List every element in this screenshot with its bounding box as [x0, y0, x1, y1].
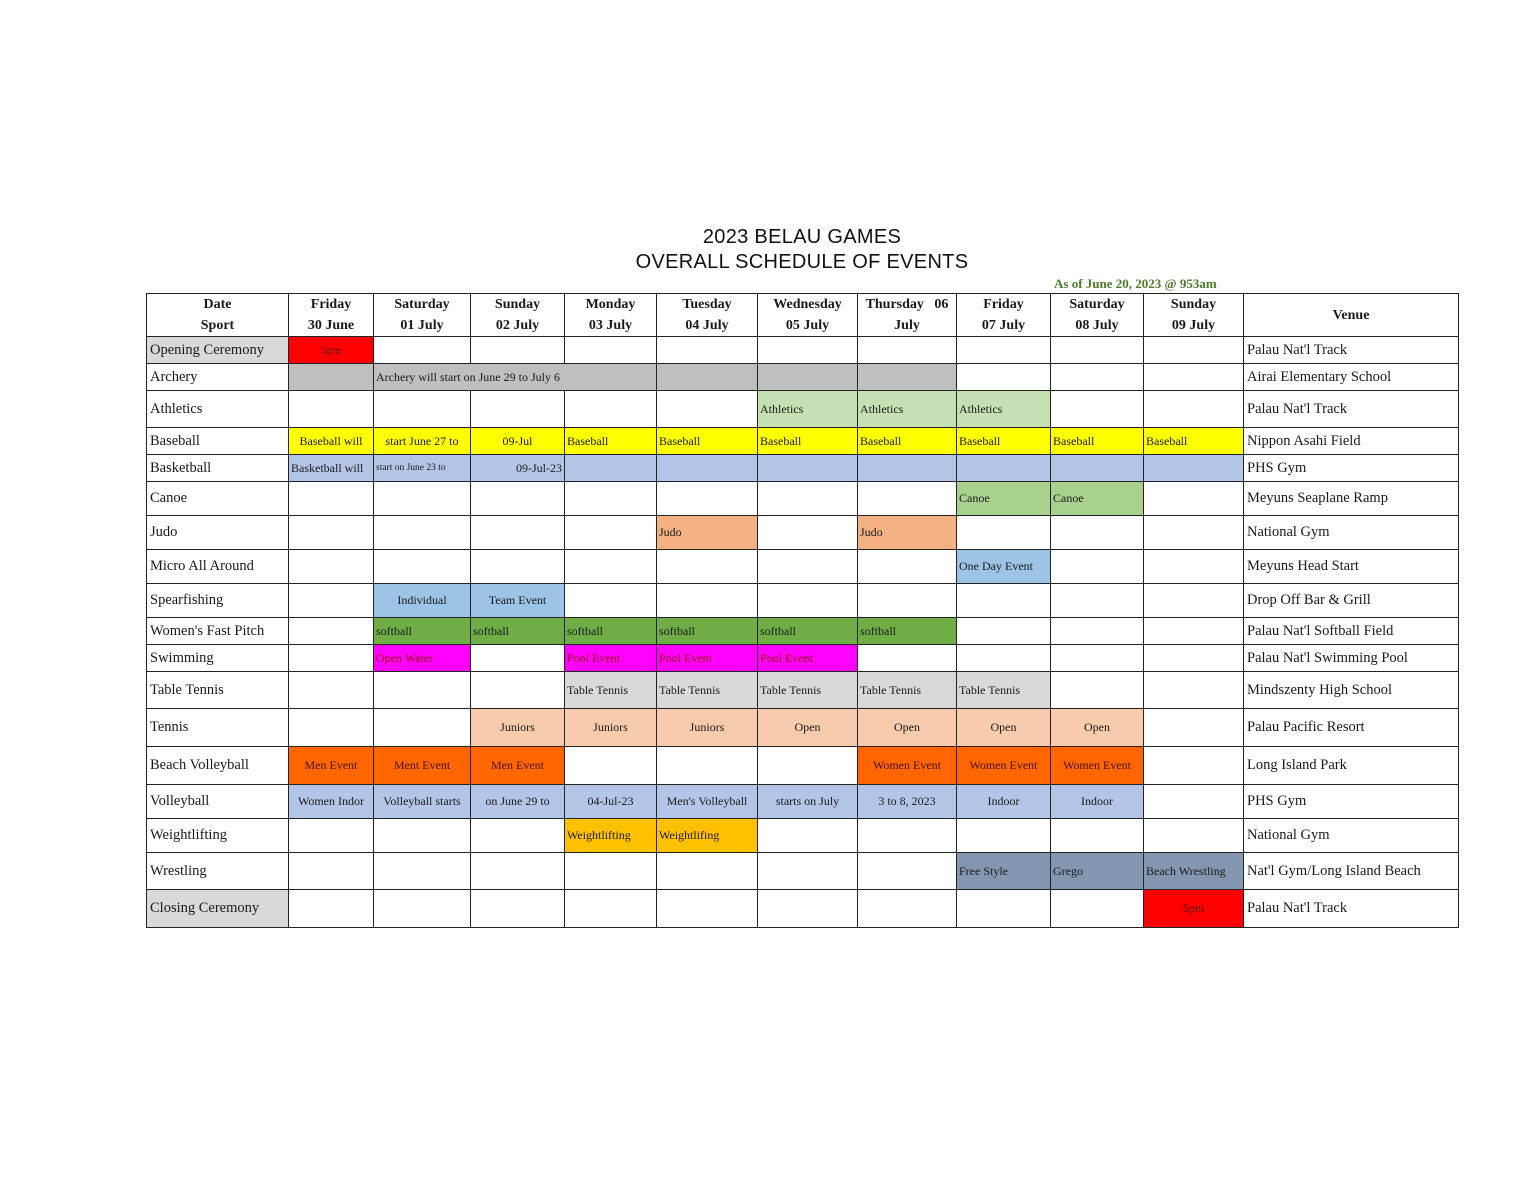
event-cell [565, 747, 657, 785]
event-cell [471, 645, 565, 672]
event-cell: starts on July [758, 785, 858, 819]
event-cell [858, 337, 957, 364]
event-cell: Athletics [758, 391, 858, 428]
event-cell [758, 364, 858, 391]
venue-name: Drop Off Bar & Grill [1244, 584, 1459, 618]
table-row [147, 890, 1459, 928]
event-cell: Juniors [565, 709, 657, 747]
venue-name: Palau Nat'l Track [1244, 890, 1459, 928]
header-day: Thursday 06 July [858, 294, 957, 337]
event-cell: Table Tennis [858, 672, 957, 709]
event-cell [1051, 584, 1144, 618]
venue-name: Long Island Park [1244, 747, 1459, 785]
event-cell [1144, 819, 1244, 853]
venue-name: Meyuns Head Start [1244, 550, 1459, 584]
event-cell [1051, 645, 1144, 672]
event-cell: Men's Volleyball [657, 785, 758, 819]
event-cell: Women Event [1051, 747, 1144, 785]
event-cell: Free Style [957, 853, 1051, 890]
event-cell: Individual [374, 584, 471, 618]
event-cell [657, 550, 758, 584]
event-cell [1051, 550, 1144, 584]
event-cell: Judo [858, 516, 957, 550]
event-cell [565, 455, 657, 482]
event-cell: softball [565, 618, 657, 645]
sport-name: Beach Volleyball [147, 747, 289, 785]
table-row [147, 819, 1459, 853]
event-cell [471, 482, 565, 516]
event-cell [471, 516, 565, 550]
event-cell [657, 853, 758, 890]
event-cell: start June 27 to [374, 428, 471, 455]
event-cell: 3 to 8, 2023 [858, 785, 957, 819]
event-cell: Ment Event [374, 747, 471, 785]
event-cell: Team Event [471, 584, 565, 618]
event-cell: Beach Wrestling [1144, 853, 1244, 890]
table-row [147, 337, 1459, 364]
header-row [147, 294, 1459, 337]
event-cell [565, 584, 657, 618]
event-cell [374, 550, 471, 584]
event-cell: Baseball [657, 428, 758, 455]
event-cell [657, 890, 758, 928]
sport-name: Archery [147, 364, 289, 391]
event-cell [289, 819, 374, 853]
event-cell [758, 747, 858, 785]
event-cell [289, 709, 374, 747]
event-cell [1144, 482, 1244, 516]
event-cell [657, 364, 758, 391]
event-cell: Baseball [957, 428, 1051, 455]
event-cell: Baseball will [289, 428, 374, 455]
event-cell: Baseball [758, 428, 858, 455]
event-cell [471, 819, 565, 853]
event-cell: softball [858, 618, 957, 645]
event-cell: Men Event [289, 747, 374, 785]
venue-name: PHS Gym [1244, 785, 1459, 819]
event-cell [374, 337, 471, 364]
event-cell [374, 853, 471, 890]
event-cell: Open [957, 709, 1051, 747]
sport-name: Athletics [147, 391, 289, 428]
header-day: Friday 30 June [289, 294, 374, 337]
event-cell [374, 482, 471, 516]
event-cell: softball [657, 618, 758, 645]
header-day: Saturday 08 July [1051, 294, 1144, 337]
event-cell [289, 890, 374, 928]
event-cell [858, 645, 957, 672]
page-subtitle: OVERALL SCHEDULE OF EVENTS [635, 251, 969, 273]
event-cell [565, 482, 657, 516]
event-cell [858, 364, 957, 391]
event-cell [289, 645, 374, 672]
sport-name: Baseball [147, 428, 289, 455]
event-cell [1144, 672, 1244, 709]
sport-name: Opening Ceremony [147, 337, 289, 364]
event-cell [758, 584, 858, 618]
event-cell: Table Tennis [565, 672, 657, 709]
sport-name: Micro All Around [147, 550, 289, 584]
event-cell [957, 584, 1051, 618]
venue-name: National Gym [1244, 819, 1459, 853]
page-title: 2023 BELAU GAMES [702, 226, 902, 248]
event-cell [758, 455, 858, 482]
event-cell: Women Indor [289, 785, 374, 819]
event-cell: Juniors [657, 709, 758, 747]
event-cell [957, 645, 1051, 672]
sport-name: Weightlifting [147, 819, 289, 853]
event-cell [957, 618, 1051, 645]
venue-name: Mindszenty High School [1244, 672, 1459, 709]
event-cell: Indoor [1051, 785, 1144, 819]
event-cell: Women Event [957, 747, 1051, 785]
event-cell [289, 391, 374, 428]
header-day: Sunday 09 July [1144, 294, 1244, 337]
sport-name: Spearfishing [147, 584, 289, 618]
sport-name: Basketball [147, 455, 289, 482]
event-cell [1051, 672, 1144, 709]
event-cell: Athletics [957, 391, 1051, 428]
venue-name: PHS Gym [1244, 455, 1459, 482]
event-cell [1144, 584, 1244, 618]
table-row [147, 364, 1459, 391]
event-cell [1144, 618, 1244, 645]
event-cell: Open [858, 709, 957, 747]
event-cell [1051, 819, 1144, 853]
event-cell [471, 550, 565, 584]
event-cell [957, 455, 1051, 482]
event-cell: start on June 23 to [374, 455, 471, 482]
event-cell: softball [758, 618, 858, 645]
venue-name: National Gym [1244, 516, 1459, 550]
event-cell [858, 819, 957, 853]
event-cell [374, 709, 471, 747]
event-cell: Baseball [565, 428, 657, 455]
venue-name: Airai Elementary School [1244, 364, 1459, 391]
event-cell [1144, 645, 1244, 672]
event-cell [289, 482, 374, 516]
sport-name: Wrestling [147, 853, 289, 890]
event-cell: Judo [657, 516, 758, 550]
event-cell: 5pm [289, 337, 374, 364]
event-cell: Weightlifing [657, 819, 758, 853]
event-cell: Table Tennis [657, 672, 758, 709]
event-cell [657, 337, 758, 364]
event-cell [1051, 455, 1144, 482]
event-cell: Open [758, 709, 858, 747]
table-row [147, 455, 1459, 482]
event-cell [289, 618, 374, 645]
event-cell: Canoe [957, 482, 1051, 516]
event-cell [758, 853, 858, 890]
table-row [147, 516, 1459, 550]
sport-name: Judo [147, 516, 289, 550]
header-venue: Venue [1244, 294, 1459, 337]
venue-name: Nippon Asahi Field [1244, 428, 1459, 455]
event-cell: Juniors [471, 709, 565, 747]
header-day: Tuesday 04 July [657, 294, 758, 337]
venue-name: Palau Nat'l Track [1244, 337, 1459, 364]
event-cell: Table Tennis [957, 672, 1051, 709]
event-cell: Grego [1051, 853, 1144, 890]
event-cell [758, 819, 858, 853]
table-row [147, 747, 1459, 785]
event-cell: Weightlifting [565, 819, 657, 853]
event-cell [657, 482, 758, 516]
event-cell [657, 747, 758, 785]
event-cell [471, 853, 565, 890]
event-cell: Open Water [374, 645, 471, 672]
event-cell [471, 337, 565, 364]
event-cell [565, 550, 657, 584]
event-cell: Canoe [1051, 482, 1144, 516]
event-cell [1144, 516, 1244, 550]
event-cell [1144, 364, 1244, 391]
table-row [147, 672, 1459, 709]
header-day: Friday 07 July [957, 294, 1051, 337]
event-cell [289, 364, 374, 391]
sport-name: Volleyball [147, 785, 289, 819]
event-cell [758, 890, 858, 928]
event-cell [289, 853, 374, 890]
event-cell [1144, 455, 1244, 482]
event-cell [1051, 516, 1144, 550]
as-of-date: As of June 20, 2023 @ 953am [1054, 276, 1217, 291]
event-cell [565, 337, 657, 364]
event-cell [657, 584, 758, 618]
event-cell: Basketball will [289, 455, 374, 482]
event-cell [858, 890, 957, 928]
event-cell [374, 890, 471, 928]
event-cell [858, 455, 957, 482]
event-cell [957, 819, 1051, 853]
table-row [147, 853, 1459, 890]
sport-name: Table Tennis [147, 672, 289, 709]
event-cell [1144, 709, 1244, 747]
table-row [147, 785, 1459, 819]
venue-name: Palau Pacific Resort [1244, 709, 1459, 747]
event-cell [858, 853, 957, 890]
event-cell [1051, 391, 1144, 428]
event-cell [957, 337, 1051, 364]
event-cell: Pool Event [565, 645, 657, 672]
event-cell: Pool Event [758, 645, 858, 672]
event-cell [471, 890, 565, 928]
event-cell [565, 853, 657, 890]
schedule-table [146, 293, 1459, 928]
event-cell [858, 550, 957, 584]
event-cell [957, 890, 1051, 928]
event-cell: Table Tennis [758, 672, 858, 709]
event-cell [471, 391, 565, 428]
event-cell: Baseball [858, 428, 957, 455]
event-cell [758, 337, 858, 364]
event-cell [1144, 785, 1244, 819]
venue-name: Palau Nat'l Track [1244, 391, 1459, 428]
table-row [147, 391, 1459, 428]
table-row [147, 482, 1459, 516]
event-cell: on June 29 to [471, 785, 565, 819]
event-cell [1144, 337, 1244, 364]
header-day: Saturday 01 July [374, 294, 471, 337]
event-cell: Indoor [957, 785, 1051, 819]
event-cell: Volleyball starts [374, 785, 471, 819]
event-cell [565, 391, 657, 428]
event-cell [957, 364, 1051, 391]
event-cell: Athletics [858, 391, 957, 428]
event-cell [289, 550, 374, 584]
event-cell [758, 516, 858, 550]
event-cell: Men Event [471, 747, 565, 785]
event-cell: 04-Jul-23 [565, 785, 657, 819]
event-cell: Open [1051, 709, 1144, 747]
sport-name: Swimming [147, 645, 289, 672]
event-cell: One Day Event [957, 550, 1051, 584]
table-row [147, 709, 1459, 747]
table-row [147, 618, 1459, 645]
sport-name: Women's Fast Pitch [147, 618, 289, 645]
event-cell [565, 516, 657, 550]
header-day: Wednesday 05 July [758, 294, 858, 337]
event-cell [471, 672, 565, 709]
event-cell [1144, 391, 1244, 428]
table-row [147, 550, 1459, 584]
event-cell [1144, 550, 1244, 584]
venue-name: Palau Nat'l Softball Field [1244, 618, 1459, 645]
header-day: Sunday 02 July [471, 294, 565, 337]
event-cell [1051, 618, 1144, 645]
event-cell [289, 584, 374, 618]
event-cell: Baseball [1051, 428, 1144, 455]
venue-name: Nat'l Gym/Long Island Beach [1244, 853, 1459, 890]
event-cell [657, 455, 758, 482]
sport-name: Closing Ceremony [147, 890, 289, 928]
event-cell [858, 482, 957, 516]
event-cell: Pool Event [657, 645, 758, 672]
event-cell [758, 482, 858, 516]
event-cell [289, 516, 374, 550]
event-cell [1051, 364, 1144, 391]
event-cell [858, 584, 957, 618]
event-cell [657, 391, 758, 428]
event-cell: Women Event [858, 747, 957, 785]
event-cell [565, 890, 657, 928]
event-cell [289, 672, 374, 709]
event-cell [1051, 890, 1144, 928]
event-cell: 09-Jul [471, 428, 565, 455]
header-corner: Date Sport [147, 294, 289, 337]
venue-name: Palau Nat'l Swimming Pool [1244, 645, 1459, 672]
sport-name: Canoe [147, 482, 289, 516]
event-cell: Baseball [1144, 428, 1244, 455]
table-row [147, 584, 1459, 618]
event-cell: softball [374, 618, 471, 645]
event-cell [758, 550, 858, 584]
table-row [147, 428, 1459, 455]
event-cell [1051, 337, 1144, 364]
event-cell: Archery will start on June 29 to July 6 [374, 364, 657, 391]
header-day: Monday 03 July [565, 294, 657, 337]
event-cell [374, 819, 471, 853]
event-cell: softball [471, 618, 565, 645]
event-cell [957, 516, 1051, 550]
table-row [147, 645, 1459, 672]
event-cell [374, 672, 471, 709]
event-cell [1144, 747, 1244, 785]
venue-name: Meyuns Seaplane Ramp [1244, 482, 1459, 516]
event-cell [374, 516, 471, 550]
event-cell: 09-Jul-23 [471, 455, 565, 482]
event-cell: 5pm [1144, 890, 1244, 928]
event-cell [374, 391, 471, 428]
sport-name: Tennis [147, 709, 289, 747]
